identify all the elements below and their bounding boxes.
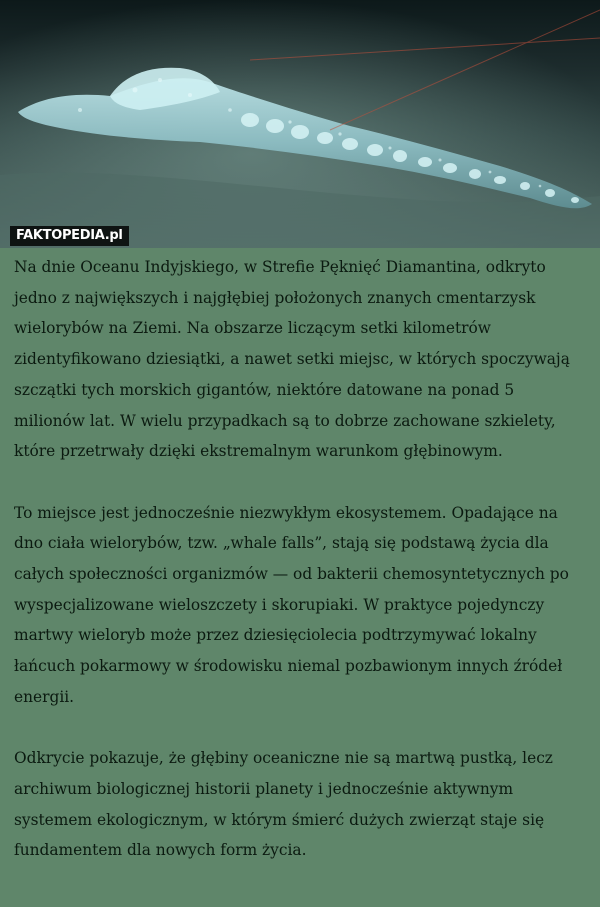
whale-skeleton-photo xyxy=(0,0,600,248)
paragraph-discovery: Na dnie Oceanu Indyjskiego, w Strefie Pęknięć Diamantina, odkryto jedno z największych i najgłębiej położonych znanych cmentarzysk wielorybów na Ziemi. Na obszarze liczącym setki kilometrów zidentyfikowano dziesiątki, a nawet setki miejsc, w których spoczywają szczątki tych morskich gigantów, niektóre datowane na ponad 5 milionów lat. W wielu przypadkach są to dobrze zachowane szkielety, które przetrwały dzięki ekstremalnym warunkom głębinowym. xyxy=(14,258,570,461)
paragraph-conclusion: Odkrycie pokazuje, że głębiny oceaniczne nie są martwą pustką, lecz archiwum biologicznej historii planety i jednocześnie aktywnym systemem ekologicznym, w którym śmierć dużych zwierząt staje się fundamentem dla nowych form życia. xyxy=(14,749,553,860)
faktopedia-watermark: FAKTOPEDIA.pl xyxy=(10,226,129,246)
article-text xyxy=(0,248,600,866)
seafloor-whale-illustration xyxy=(0,0,600,248)
paragraph-ecosystem: To miejsce jest jednocześnie niezwykłym ekosystemem. Opadające na dno ciała wielorybów, tzw. „whale falls”, stają się podstawą życia dla całych społeczności organizmów — od bakterii chemosyntetycznych po wyspecjalizowane wieloszczety i skorupiaki. W praktyce pojedynczy martwy wieloryb może przez dziesięciolecia podtrzymywać lokalny łańcuch pokarmowy w środowisku niemal pozbawionym innych źródeł energii. xyxy=(14,503,569,706)
